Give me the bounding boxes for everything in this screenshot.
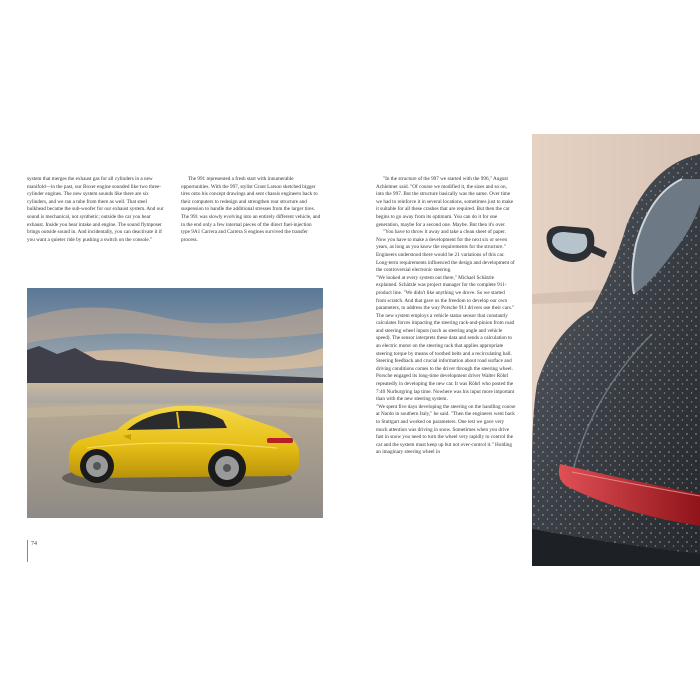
paragraph: "We spent five days developing the steering on the handling course at Nardo in southern Italy," he said. "Then the engineers went back to Stuttgart and worked on parameters. One test we gave very much attention was driving in snow. Sometimes when you drive fast in snow you need to turn the wheel very rapidly to control the car and the system must keep up but not over-control it." Holding an imaginary steering wheel in xyxy=(376,403,516,456)
folio-rule xyxy=(27,540,28,562)
grey-car-illustration xyxy=(532,134,700,566)
page-number: 74 xyxy=(31,541,37,547)
text-column-2 xyxy=(181,176,321,244)
paragraph: "We looked at every system out there," Michael Schätzle explained. Schätzle was project manager for the complete 911-product line. "We didn't like anything we drove. So we started from scratch. And that gave us the freedom to develop our own parameters, to address the way Porsche 911 drivers use their cars." The new system employs a vehicle status sensor that constantly calculates forces impacting the steering rack-and-pinion from road and steering wheel inputs (such as steering angle and vehicle speed). The sensor interprets these data and sends a calculation to an electric motor on the steering rack that applies appropriate steering torque by means of toothed belts and a recirculating ball. Steering feedback and crucial information about road surface and driving conditions comes to the driver through the steering wheel. xyxy=(376,274,515,372)
paragraph: "You have to throw it away and take a clean sheet of paper. Now you have to make a development for the next six or seven years, as long as you know the requirements for the structure." Engineers understood there would be 21 variations of this car. Long-term requirements influenced the design and development of the controversial electronic steering. xyxy=(376,229,515,274)
text-column-1 xyxy=(27,176,165,244)
paragraph: The 991 represented a fresh start with innumerable opportunities. With the 997, stylist Grant Larson sketched bigger tires onto his concept drawings and sent chassis engineers back to their computers to redesign and strengthen rear structure and suspension to handle the additional stresses from the larger tires. The 991 was slowly evolving into an entirely different vehicle, and in the end only a few internal pieces of the direct fuel-injection type 9A1 Carrera and Carrera S engines survived the transfer process. xyxy=(181,176,321,243)
paragraph: "In the structure of the 997 we started with the 996," August Achleitner said. "Of course we modified it, the sizes and so on, into the 997. But the structure basically was the same. Over time we had to reinforce it in several locations, sometimes just to make it suitable for all these crashes that are required. But then the car begins to go away from its optimum. You can do it for one generation, maybe for a second one. Maybe. But then it's over. xyxy=(376,176,514,228)
paragraph: Porsche engaged its long-time development driver Walter Röhrl repeatedly in developing the new car. It was Röhrl who posted the 7:40 Nurburgring lap time. Nowhere was his input more important than with the new steering system. xyxy=(376,373,515,403)
text-column-3 xyxy=(376,176,516,457)
yellow-car-photo xyxy=(27,288,323,518)
grey-car-photo xyxy=(532,134,700,566)
paragraph: system that merges the exhaust gas for all cylinders in a new manifold—in the past, our Boxer engine sounded like two three-cylinder engines. The new system sounds like there are six cylinders, and we ran a tube from there as well. That steel bulkhead became the sub-woofer for our exhaust system. And our sound is mechanical, not synthetic; outside the car you hear exhaust. Inside you hear intake and engine. The sound flymposer brings outside sound in. And incidentally, you can deactivate it if you want a quieter ride by pushing a switch on the console." xyxy=(27,176,164,243)
yellow-car-illustration xyxy=(27,288,323,518)
